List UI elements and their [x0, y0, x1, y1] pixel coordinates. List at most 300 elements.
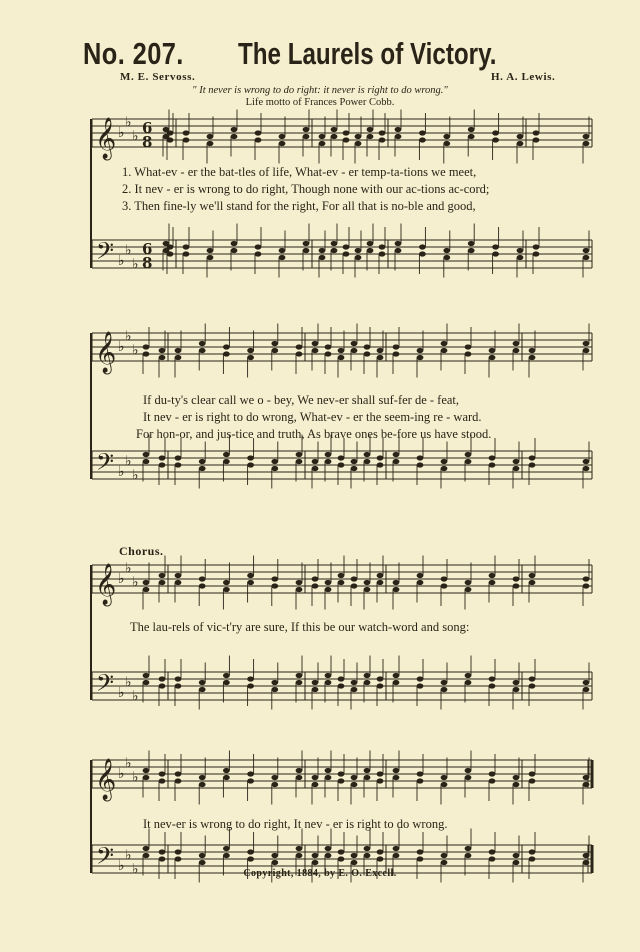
- note-head: [489, 778, 496, 783]
- note-head: [199, 680, 206, 685]
- note-head: [271, 680, 278, 685]
- note-head: [492, 244, 499, 249]
- note-head: [296, 351, 303, 356]
- note-head: [583, 860, 590, 865]
- note-head: [441, 341, 448, 346]
- note-head: [489, 580, 496, 585]
- note-head: [183, 244, 190, 249]
- note-head: [175, 778, 182, 783]
- note-head: [417, 849, 424, 854]
- note-head: [312, 860, 319, 865]
- note-head: [199, 341, 206, 346]
- note-head: [312, 583, 319, 588]
- note-head: [247, 580, 254, 585]
- note-head: [325, 452, 332, 457]
- note-head: [296, 580, 303, 585]
- note-head: [379, 244, 386, 249]
- note-head: [395, 248, 402, 253]
- note-head: [325, 775, 332, 780]
- note-head: [325, 680, 332, 685]
- note-head: [231, 134, 238, 139]
- note-head: [517, 248, 524, 253]
- note-head: [583, 687, 590, 692]
- note-head: [517, 134, 524, 139]
- flat-icon: ♭: [132, 861, 139, 878]
- note-head: [379, 251, 386, 256]
- note-head: [533, 244, 540, 249]
- note-head: [468, 127, 475, 132]
- note-head: [417, 455, 424, 460]
- note-head: [441, 348, 448, 353]
- note-head: [377, 683, 384, 688]
- note-head: [296, 452, 303, 457]
- note-head: [351, 775, 358, 780]
- note-head: [377, 455, 384, 460]
- note-head: [419, 251, 426, 256]
- lyricist-credit: M. E. Servoss.: [120, 71, 196, 83]
- note-head: [465, 680, 472, 685]
- time-signature-top: 6: [142, 240, 153, 258]
- note-head: [312, 576, 319, 581]
- motto-quote: " It never is wrong to do right: it never is right to do wrong.": [192, 85, 448, 96]
- note-head: [364, 853, 371, 858]
- note-head: [247, 771, 254, 776]
- note-head: [441, 687, 448, 692]
- note-head: [296, 775, 303, 780]
- note-head: [312, 466, 319, 471]
- note-head: [296, 846, 303, 851]
- note-head: [468, 248, 475, 253]
- flat-icon: ♭: [125, 242, 132, 259]
- note-head: [247, 683, 254, 688]
- note-head: [325, 673, 332, 678]
- note-head: [279, 248, 286, 253]
- note-head: [343, 137, 350, 142]
- note-head: [489, 348, 496, 353]
- copyright-notice: Copyright, 1884, by E. O. Excell.: [243, 868, 397, 879]
- note-head: [207, 248, 214, 253]
- treble-clef-icon: 𝄞: [95, 118, 117, 159]
- note-head: [247, 676, 254, 681]
- note-head: [255, 244, 262, 249]
- note-head: [143, 853, 150, 858]
- note-head: [489, 676, 496, 681]
- note-head: [247, 455, 254, 460]
- note-head: [533, 251, 540, 256]
- lyric-line-chorus-2: It nev-er is wrong to do right, It nev - er is right to do wrong.: [143, 817, 448, 831]
- note-head: [393, 459, 400, 464]
- note-head: [417, 462, 424, 467]
- note-head: [417, 856, 424, 861]
- note-head: [377, 348, 384, 353]
- flat-icon: ♭: [125, 114, 132, 131]
- note-head: [351, 466, 358, 471]
- note-head: [355, 248, 362, 253]
- note-head: [271, 782, 278, 787]
- note-head: [529, 683, 536, 688]
- note-head: [247, 355, 254, 360]
- note-head: [513, 348, 520, 353]
- note-head: [583, 134, 590, 139]
- note-head: [441, 680, 448, 685]
- note-head: [207, 255, 214, 260]
- note-head: [312, 348, 319, 353]
- lyric-line-s1-v3: 3. Then fine-ly we'll stand for the right, For all that is no-ble and good,: [122, 199, 476, 213]
- note-head: [517, 141, 524, 146]
- note-head: [419, 137, 426, 142]
- note-head: [279, 134, 286, 139]
- note-head: [513, 583, 520, 588]
- note-head: [465, 452, 472, 457]
- note-head: [377, 580, 384, 585]
- note-head: [379, 130, 386, 135]
- note-head: [223, 580, 230, 585]
- note-head: [377, 355, 384, 360]
- flat-icon: ♭: [132, 342, 139, 359]
- note-head: [377, 676, 384, 681]
- note-head: [223, 853, 230, 858]
- note-head: [223, 846, 230, 851]
- note-head: [159, 683, 166, 688]
- note-head: [351, 583, 358, 588]
- note-head: [271, 466, 278, 471]
- note-head: [393, 452, 400, 457]
- note-head: [513, 853, 520, 858]
- note-head: [351, 348, 358, 353]
- note-head: [175, 348, 182, 353]
- note-head: [583, 348, 590, 353]
- note-head: [465, 580, 472, 585]
- note-head: [279, 255, 286, 260]
- chorus-label: Chorus.: [119, 544, 164, 558]
- note-head: [223, 344, 230, 349]
- note-head: [303, 248, 310, 253]
- time-signature-top: 6: [142, 119, 153, 137]
- note-head: [271, 459, 278, 464]
- note-head: [167, 244, 174, 249]
- note-head: [441, 459, 448, 464]
- note-head: [247, 849, 254, 854]
- note-head: [583, 341, 590, 346]
- note-head: [319, 248, 326, 253]
- note-head: [379, 137, 386, 142]
- flat-icon: ♭: [125, 328, 132, 345]
- note-head: [441, 860, 448, 865]
- note-head: [367, 241, 374, 246]
- note-head: [319, 141, 326, 146]
- note-head: [271, 341, 278, 346]
- note-head: [529, 856, 536, 861]
- note-head: [443, 255, 450, 260]
- note-head: [367, 134, 374, 139]
- note-head: [312, 775, 319, 780]
- note-head: [419, 130, 426, 135]
- hymn-number: No. 207.: [83, 36, 184, 71]
- note-head: [338, 580, 345, 585]
- flat-icon: ♭: [125, 560, 132, 577]
- note-head: [443, 248, 450, 253]
- note-head: [393, 351, 400, 356]
- note-head: [199, 775, 206, 780]
- note-head: [303, 134, 310, 139]
- note-head: [393, 673, 400, 678]
- time-signature-bottom: 8: [142, 133, 153, 151]
- note-head: [143, 580, 150, 585]
- note-head: [529, 778, 536, 783]
- lyric-line-chorus-1: The lau-rels of vic-t'ry are sure, If this be our watch-word and song:: [130, 620, 470, 634]
- note-head: [271, 583, 278, 588]
- note-head: [143, 775, 150, 780]
- note-head: [489, 856, 496, 861]
- flat-icon: ♭: [132, 769, 139, 786]
- note-head: [364, 680, 371, 685]
- note-head: [338, 455, 345, 460]
- note-head: [583, 680, 590, 685]
- note-head: [247, 462, 254, 467]
- note-head: [364, 580, 371, 585]
- note-head: [338, 348, 345, 353]
- note-head: [159, 355, 166, 360]
- note-head: [364, 775, 371, 780]
- note-head: [364, 459, 371, 464]
- flat-icon: ♭: [132, 574, 139, 591]
- note-head: [377, 778, 384, 783]
- note-head: [143, 344, 150, 349]
- note-head: [271, 860, 278, 865]
- note-head: [271, 775, 278, 780]
- note-head: [441, 583, 448, 588]
- note-head: [343, 244, 350, 249]
- note-head: [465, 846, 472, 851]
- note-head: [296, 459, 303, 464]
- note-head: [338, 573, 345, 578]
- bass-clef-icon: 𝄢: [96, 669, 115, 702]
- note-head: [255, 251, 262, 256]
- note-head: [247, 573, 254, 578]
- note-head: [325, 768, 332, 773]
- motto-source: Life motto of Frances Power Cobb.: [245, 97, 395, 108]
- note-head: [247, 348, 254, 353]
- note-head: [159, 676, 166, 681]
- note-head: [338, 462, 345, 467]
- note-head: [312, 680, 319, 685]
- note-head: [175, 676, 182, 681]
- note-head: [207, 134, 214, 139]
- lyric-line-s1-v2: 2. It nev - er is wrong to do right, Though none with our ac-tions ac-cord;: [122, 182, 490, 196]
- note-head: [296, 680, 303, 685]
- note-head: [231, 248, 238, 253]
- note-head: [583, 459, 590, 464]
- note-head: [443, 134, 450, 139]
- note-head: [175, 771, 182, 776]
- note-head: [325, 344, 332, 349]
- note-head: [312, 459, 319, 464]
- note-head: [175, 355, 182, 360]
- note-head: [199, 583, 206, 588]
- note-head: [296, 768, 303, 773]
- note-head: [207, 141, 214, 146]
- note-head: [517, 255, 524, 260]
- note-head: [465, 768, 472, 773]
- note-head: [513, 775, 520, 780]
- note-head: [159, 778, 166, 783]
- lyric-line-s2-v2: It nev - er is right to do wrong, What-ev - er the seem-ing re - ward.: [143, 410, 482, 424]
- note-head: [199, 466, 206, 471]
- note-head: [175, 462, 182, 467]
- note-head: [583, 782, 590, 787]
- note-head: [355, 134, 362, 139]
- note-head: [529, 849, 536, 854]
- note-head: [393, 580, 400, 585]
- note-head: [296, 587, 303, 592]
- treble-clef-icon: 𝄞: [95, 564, 117, 605]
- note-head: [377, 856, 384, 861]
- note-head: [355, 141, 362, 146]
- note-head: [377, 771, 384, 776]
- note-head: [417, 580, 424, 585]
- note-head: [465, 344, 472, 349]
- note-head: [489, 573, 496, 578]
- note-head: [143, 768, 150, 773]
- note-head: [377, 849, 384, 854]
- note-head: [312, 782, 319, 787]
- note-head: [175, 573, 182, 578]
- note-head: [159, 348, 166, 353]
- note-head: [325, 580, 332, 585]
- note-head: [183, 251, 190, 256]
- note-head: [489, 462, 496, 467]
- note-head: [338, 676, 345, 681]
- note-head: [513, 687, 520, 692]
- note-head: [338, 683, 345, 688]
- note-head: [159, 771, 166, 776]
- note-head: [513, 466, 520, 471]
- bass-clef-icon: 𝄢: [96, 237, 115, 270]
- note-head: [199, 860, 206, 865]
- note-head: [331, 241, 338, 246]
- note-head: [529, 348, 536, 353]
- note-head: [492, 130, 499, 135]
- note-head: [319, 255, 326, 260]
- note-head: [338, 771, 345, 776]
- note-head: [583, 576, 590, 581]
- note-head: [143, 673, 150, 678]
- note-head: [351, 459, 358, 464]
- note-head: [143, 587, 150, 592]
- bass-clef-icon: 𝄢: [96, 448, 115, 481]
- note-head: [468, 134, 475, 139]
- note-head: [417, 771, 424, 776]
- flat-icon: ♭: [132, 467, 139, 484]
- note-head: [223, 673, 230, 678]
- flat-icon: ♭: [125, 453, 132, 470]
- note-head: [231, 241, 238, 246]
- note-head: [417, 573, 424, 578]
- flat-icon: ♭: [118, 464, 125, 480]
- note-head: [319, 134, 326, 139]
- note-head: [143, 351, 150, 356]
- note-head: [513, 782, 520, 787]
- note-head: [159, 580, 166, 585]
- note-head: [367, 248, 374, 253]
- note-head: [417, 778, 424, 783]
- note-head: [441, 782, 448, 787]
- note-head: [199, 782, 206, 787]
- flat-icon: ♭: [118, 339, 125, 355]
- note-head: [443, 141, 450, 146]
- note-head: [343, 251, 350, 256]
- note-head: [143, 846, 150, 851]
- note-head: [296, 853, 303, 858]
- composer-credit: H. A. Lewis.: [491, 71, 556, 83]
- note-head: [393, 846, 400, 851]
- flat-icon: ♭: [125, 755, 132, 772]
- note-head: [167, 130, 174, 135]
- note-head: [393, 775, 400, 780]
- note-head: [303, 127, 310, 132]
- flat-icon: ♭: [118, 125, 125, 141]
- note-head: [513, 680, 520, 685]
- note-head: [199, 576, 206, 581]
- note-head: [492, 137, 499, 142]
- note-head: [351, 687, 358, 692]
- note-head: [468, 241, 475, 246]
- note-head: [583, 248, 590, 253]
- note-head: [465, 459, 472, 464]
- note-head: [351, 680, 358, 685]
- note-head: [489, 771, 496, 776]
- note-head: [279, 141, 286, 146]
- note-head: [175, 580, 182, 585]
- note-head: [223, 768, 230, 773]
- note-head: [529, 355, 536, 360]
- note-head: [489, 683, 496, 688]
- note-head: [492, 251, 499, 256]
- note-head: [364, 351, 371, 356]
- note-head: [367, 127, 374, 132]
- note-head: [393, 768, 400, 773]
- note-head: [331, 248, 338, 253]
- note-head: [465, 853, 472, 858]
- note-head: [364, 587, 371, 592]
- note-head: [364, 673, 371, 678]
- time-signature-bottom: 8: [142, 254, 153, 272]
- note-head: [441, 853, 448, 858]
- note-head: [465, 775, 472, 780]
- flat-icon: ♭: [132, 688, 139, 705]
- note-head: [377, 462, 384, 467]
- note-head: [393, 587, 400, 592]
- note-head: [325, 459, 332, 464]
- note-head: [529, 676, 536, 681]
- note-head: [338, 849, 345, 854]
- note-head: [583, 775, 590, 780]
- note-head: [377, 573, 384, 578]
- note-head: [393, 853, 400, 858]
- note-head: [159, 455, 166, 460]
- flat-icon: ♭: [125, 847, 132, 864]
- note-head: [143, 452, 150, 457]
- note-head: [351, 860, 358, 865]
- note-head: [364, 344, 371, 349]
- note-head: [223, 452, 230, 457]
- note-head: [489, 355, 496, 360]
- note-head: [351, 576, 358, 581]
- note-head: [312, 853, 319, 858]
- treble-clef-icon: 𝄞: [95, 332, 117, 373]
- note-head: [513, 576, 520, 581]
- note-head: [143, 459, 150, 464]
